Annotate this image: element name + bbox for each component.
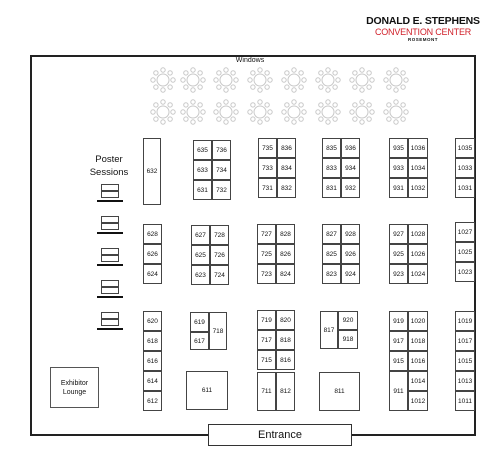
poster-board bbox=[101, 248, 119, 255]
booth-928[interactable]: 928 bbox=[341, 224, 360, 244]
poster-divider bbox=[97, 232, 123, 234]
poster-board bbox=[101, 312, 119, 319]
booth-818[interactable]: 818 bbox=[276, 330, 295, 350]
booth-817[interactable]: 817 bbox=[320, 311, 338, 349]
booth-919[interactable]: 919 bbox=[389, 311, 408, 331]
venue-logo bbox=[364, 16, 482, 43]
booth-927[interactable]: 927 bbox=[389, 224, 408, 244]
booth-711[interactable]: 711 bbox=[257, 372, 276, 411]
poster-board bbox=[101, 184, 119, 191]
booth-836[interactable]: 836 bbox=[277, 138, 296, 158]
booth-1014[interactable]: 1014 bbox=[408, 371, 428, 391]
poster-label-line-2: Sessions bbox=[89, 167, 129, 178]
booth-628[interactable]: 628 bbox=[143, 224, 162, 244]
booth-623[interactable]: 623 bbox=[191, 265, 210, 285]
booth-1015[interactable]: 1015 bbox=[455, 351, 475, 371]
booth-723[interactable]: 723 bbox=[257, 264, 276, 284]
booth-931[interactable]: 931 bbox=[389, 178, 408, 198]
booth-612[interactable]: 612 bbox=[143, 391, 162, 411]
poster-divider bbox=[97, 328, 123, 330]
booth-1024[interactable]: 1024 bbox=[408, 264, 428, 284]
booth-833[interactable]: 833 bbox=[322, 158, 341, 178]
booth-831[interactable]: 831 bbox=[322, 178, 341, 198]
booth-936[interactable]: 936 bbox=[341, 138, 360, 158]
booth-823[interactable]: 823 bbox=[322, 264, 341, 284]
booth-920[interactable]: 920 bbox=[338, 311, 358, 330]
booth-1019[interactable]: 1019 bbox=[455, 311, 475, 331]
booth-1012[interactable]: 1012 bbox=[408, 391, 428, 411]
booth-935[interactable]: 935 bbox=[389, 138, 408, 158]
booth-616[interactable]: 616 bbox=[143, 351, 162, 371]
booth-725[interactable]: 725 bbox=[257, 244, 276, 264]
poster-board bbox=[101, 280, 119, 287]
booth-826[interactable]: 826 bbox=[276, 244, 295, 264]
booth-827[interactable]: 827 bbox=[322, 224, 341, 244]
booth-632[interactable]: 632 bbox=[143, 138, 161, 205]
booth-1026[interactable]: 1026 bbox=[408, 244, 428, 264]
booth-925[interactable]: 925 bbox=[389, 244, 408, 264]
booth-934[interactable]: 934 bbox=[341, 158, 360, 178]
booth-724[interactable]: 724 bbox=[210, 265, 229, 285]
booth-715[interactable]: 715 bbox=[257, 350, 276, 370]
poster-board bbox=[101, 287, 119, 294]
poster-board bbox=[101, 216, 119, 223]
booth-918[interactable]: 918 bbox=[338, 330, 358, 349]
booth-1016[interactable]: 1016 bbox=[408, 351, 428, 371]
logo-line-2: CONVENTION CENTER bbox=[374, 27, 472, 37]
poster-label-line-1: Poster bbox=[95, 154, 123, 165]
booth-617[interactable]: 617 bbox=[190, 332, 209, 350]
poster-board bbox=[101, 319, 119, 326]
booth-1031[interactable]: 1031 bbox=[455, 178, 475, 198]
booth-718[interactable]: 718 bbox=[209, 312, 227, 350]
booth-726[interactable]: 726 bbox=[210, 245, 229, 265]
booth-1017[interactable]: 1017 bbox=[455, 331, 475, 351]
booth-1036[interactable]: 1036 bbox=[408, 138, 428, 158]
booth-635[interactable]: 635 bbox=[193, 140, 212, 160]
booth-1033[interactable]: 1033 bbox=[455, 158, 475, 178]
poster-divider bbox=[97, 264, 123, 266]
booth-734[interactable]: 734 bbox=[212, 160, 231, 180]
booth-633[interactable]: 633 bbox=[193, 160, 212, 180]
booth-611[interactable]: 611 bbox=[186, 371, 228, 410]
windows-label: Windows bbox=[235, 57, 265, 64]
entrance[interactable]: Entrance bbox=[208, 424, 352, 446]
booth-811[interactable]: 811 bbox=[319, 372, 360, 411]
poster-divider bbox=[97, 200, 123, 202]
booth-719[interactable]: 719 bbox=[257, 310, 276, 330]
booth-832[interactable]: 832 bbox=[277, 178, 296, 198]
booth-618[interactable]: 618 bbox=[143, 331, 162, 351]
booth-625[interactable]: 625 bbox=[191, 245, 210, 265]
booth-1011[interactable]: 1011 bbox=[455, 391, 475, 411]
booth-1027[interactable]: 1027 bbox=[455, 222, 475, 242]
booth-932[interactable]: 932 bbox=[341, 178, 360, 198]
booth-812[interactable]: 812 bbox=[276, 372, 295, 411]
logo-line-3: ROSEMONT bbox=[407, 37, 438, 42]
booth-924[interactable]: 924 bbox=[341, 264, 360, 284]
booth-1032[interactable]: 1032 bbox=[408, 178, 428, 198]
booth-736[interactable]: 736 bbox=[212, 140, 231, 160]
logo-line-1: DONALD E. STEPHENS bbox=[366, 15, 480, 27]
booth-824[interactable]: 824 bbox=[276, 264, 295, 284]
booth-619[interactable]: 619 bbox=[190, 312, 209, 332]
booth-1020[interactable]: 1020 bbox=[408, 311, 428, 331]
booth-1035[interactable]: 1035 bbox=[455, 138, 475, 158]
booth-735[interactable]: 735 bbox=[258, 138, 277, 158]
poster-board bbox=[101, 223, 119, 230]
booth-717[interactable]: 717 bbox=[257, 330, 276, 350]
poster-divider bbox=[97, 296, 123, 298]
booth-926[interactable]: 926 bbox=[341, 244, 360, 264]
booth-731[interactable]: 731 bbox=[258, 178, 277, 198]
lounge-label-line-2: Lounge bbox=[62, 388, 87, 396]
booth-727[interactable]: 727 bbox=[257, 224, 276, 244]
lounge-label-line-1: Exhibitor bbox=[60, 379, 89, 387]
booth-820[interactable]: 820 bbox=[276, 310, 295, 330]
booth-911[interactable]: 911 bbox=[389, 371, 408, 411]
booth-631[interactable]: 631 bbox=[193, 180, 212, 200]
booth-825[interactable]: 825 bbox=[322, 244, 341, 264]
booth-614[interactable]: 614 bbox=[143, 371, 162, 391]
booth-733[interactable]: 733 bbox=[258, 158, 277, 178]
booth-627[interactable]: 627 bbox=[191, 225, 210, 245]
booth-1018[interactable]: 1018 bbox=[408, 331, 428, 351]
poster-board bbox=[101, 191, 119, 198]
booth-834[interactable]: 834 bbox=[277, 158, 296, 178]
booth-835[interactable]: 835 bbox=[322, 138, 341, 158]
poster-board bbox=[101, 255, 119, 262]
exhibitor-lounge[interactable] bbox=[50, 367, 99, 408]
booth-620[interactable]: 620 bbox=[143, 311, 162, 331]
booth-816[interactable]: 816 bbox=[276, 350, 295, 370]
booth-732[interactable]: 732 bbox=[212, 180, 231, 200]
booth-1028[interactable]: 1028 bbox=[408, 224, 428, 244]
booth-624[interactable]: 624 bbox=[143, 264, 162, 284]
booth-1025[interactable]: 1025 bbox=[455, 242, 475, 262]
booth-828[interactable]: 828 bbox=[276, 224, 295, 244]
booth-1023[interactable]: 1023 bbox=[455, 262, 475, 282]
booth-923[interactable]: 923 bbox=[389, 264, 408, 284]
booth-1034[interactable]: 1034 bbox=[408, 158, 428, 178]
poster-sessions-label bbox=[86, 153, 132, 179]
booth-1013[interactable]: 1013 bbox=[455, 371, 475, 391]
booth-917[interactable]: 917 bbox=[389, 331, 408, 351]
booth-933[interactable]: 933 bbox=[389, 158, 408, 178]
booth-915[interactable]: 915 bbox=[389, 351, 408, 371]
booth-626[interactable]: 626 bbox=[143, 244, 162, 264]
booth-728[interactable]: 728 bbox=[210, 225, 229, 245]
